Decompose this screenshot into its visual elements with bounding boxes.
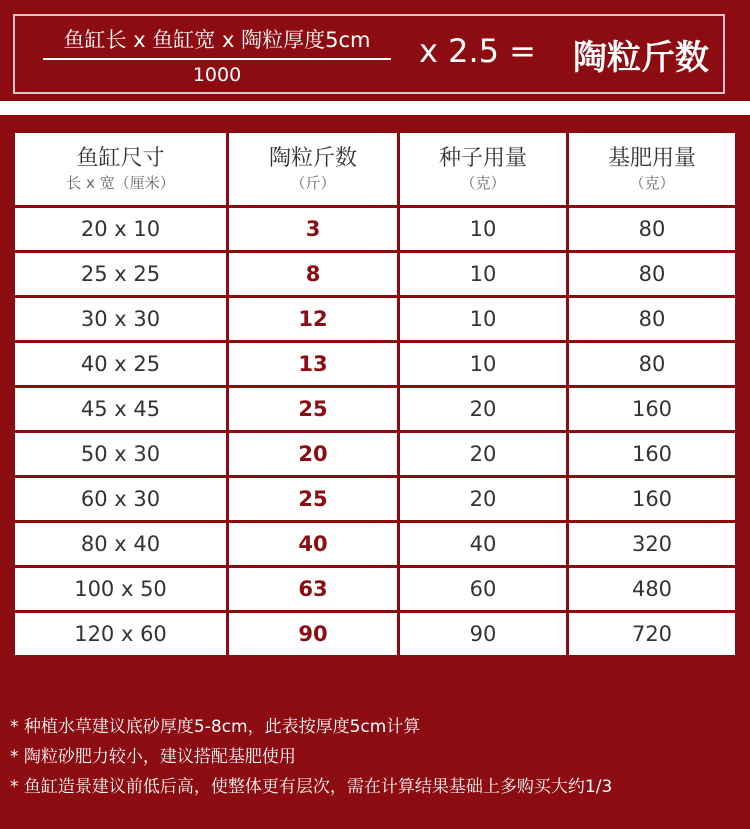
cell-fertilizer: 80 — [568, 252, 737, 297]
cell-weight: 63 — [228, 567, 399, 612]
table-row — [14, 387, 737, 432]
cell-weight: 25 — [228, 387, 399, 432]
cell-fertilizer: 80 — [568, 297, 737, 342]
header-seeds — [399, 132, 568, 207]
cell-weight: 12 — [228, 297, 399, 342]
cell-weight: 25 — [228, 477, 399, 522]
cell-seeds: 40 — [399, 522, 568, 567]
header-weight — [228, 132, 399, 207]
cell-seeds: 20 — [399, 432, 568, 477]
cell-fertilizer: 80 — [568, 207, 737, 252]
header-fertilizer — [568, 132, 737, 207]
cell-fertilizer: 720 — [568, 612, 737, 657]
header-fertilizer-sub: （克） — [629, 174, 675, 192]
table-row — [14, 612, 737, 657]
fraction-line — [43, 58, 391, 60]
header-fertilizer-main: 基肥用量 — [607, 146, 696, 171]
header-weight-main: 陶粒斤数 — [268, 146, 357, 171]
cell-fertilizer: 80 — [568, 342, 737, 387]
cell-size: 25 x 25 — [14, 252, 228, 297]
cell-seeds: 90 — [399, 612, 568, 657]
formula-multiplier: x 2.5 = — [419, 32, 536, 70]
cell-size: 40 x 25 — [14, 342, 228, 387]
table-row — [14, 207, 737, 252]
cell-fertilizer: 160 — [568, 477, 737, 522]
formula-box — [13, 14, 725, 94]
cell-fertilizer: 320 — [568, 522, 737, 567]
cell-fertilizer: 160 — [568, 387, 737, 432]
cell-size: 30 x 30 — [14, 297, 228, 342]
table-row — [14, 252, 737, 297]
table-row — [14, 567, 737, 612]
cell-seeds: 20 — [399, 387, 568, 432]
cell-size: 60 x 30 — [14, 477, 228, 522]
header-weight-sub: （斤） — [290, 174, 336, 192]
cell-weight: 90 — [228, 612, 399, 657]
cell-size: 120 x 60 — [14, 612, 228, 657]
cell-seeds: 60 — [399, 567, 568, 612]
header-size — [14, 132, 228, 207]
note-substrate-thickness: * 种植水草建议底砂厚度5-8cm，此表按厚度5cm计算 — [10, 717, 421, 737]
header-size-main: 鱼缸尺寸 — [76, 146, 165, 171]
table-header-row — [14, 132, 737, 207]
ceramsite-table — [12, 130, 738, 658]
cell-weight: 20 — [228, 432, 399, 477]
cell-weight: 13 — [228, 342, 399, 387]
table-row — [14, 342, 737, 387]
table-row — [14, 297, 737, 342]
cell-weight: 40 — [228, 522, 399, 567]
cell-seeds: 10 — [399, 207, 568, 252]
cell-fertilizer: 480 — [568, 567, 737, 612]
header-seeds-sub: （克） — [460, 174, 506, 192]
formula-numerator: 鱼缸长 x 鱼缸宽 x 陶粒厚度5cm — [63, 28, 371, 52]
header-seeds-main: 种子用量 — [438, 146, 527, 171]
cell-seeds: 20 — [399, 477, 568, 522]
cell-size: 100 x 50 — [14, 567, 228, 612]
table-row — [14, 522, 737, 567]
cell-size: 20 x 10 — [14, 207, 228, 252]
cell-weight: 3 — [228, 207, 399, 252]
cell-size: 45 x 45 — [14, 387, 228, 432]
cell-fertilizer: 160 — [568, 432, 737, 477]
divider-band — [0, 101, 750, 115]
table-row — [14, 432, 737, 477]
cell-seeds: 10 — [399, 297, 568, 342]
notes — [10, 712, 740, 802]
cell-seeds: 10 — [399, 252, 568, 297]
table-row — [14, 477, 737, 522]
cell-size: 80 x 40 — [14, 522, 228, 567]
cell-size: 50 x 30 — [14, 432, 228, 477]
header-size-sub: 长 x 宽（厘米） — [66, 174, 175, 192]
cell-seeds: 10 — [399, 342, 568, 387]
note-layering: * 鱼缸造景建议前低后高，使整体更有层次，需在计算结果基础上多购买大约1/3 — [10, 777, 613, 797]
formula-result: 陶粒斤数 — [573, 38, 709, 78]
cell-weight: 8 — [228, 252, 399, 297]
formula-denominator: 1000 — [192, 64, 242, 86]
note-fertilizer: * 陶粒砂肥力较小，建议搭配基肥使用 — [10, 747, 296, 767]
